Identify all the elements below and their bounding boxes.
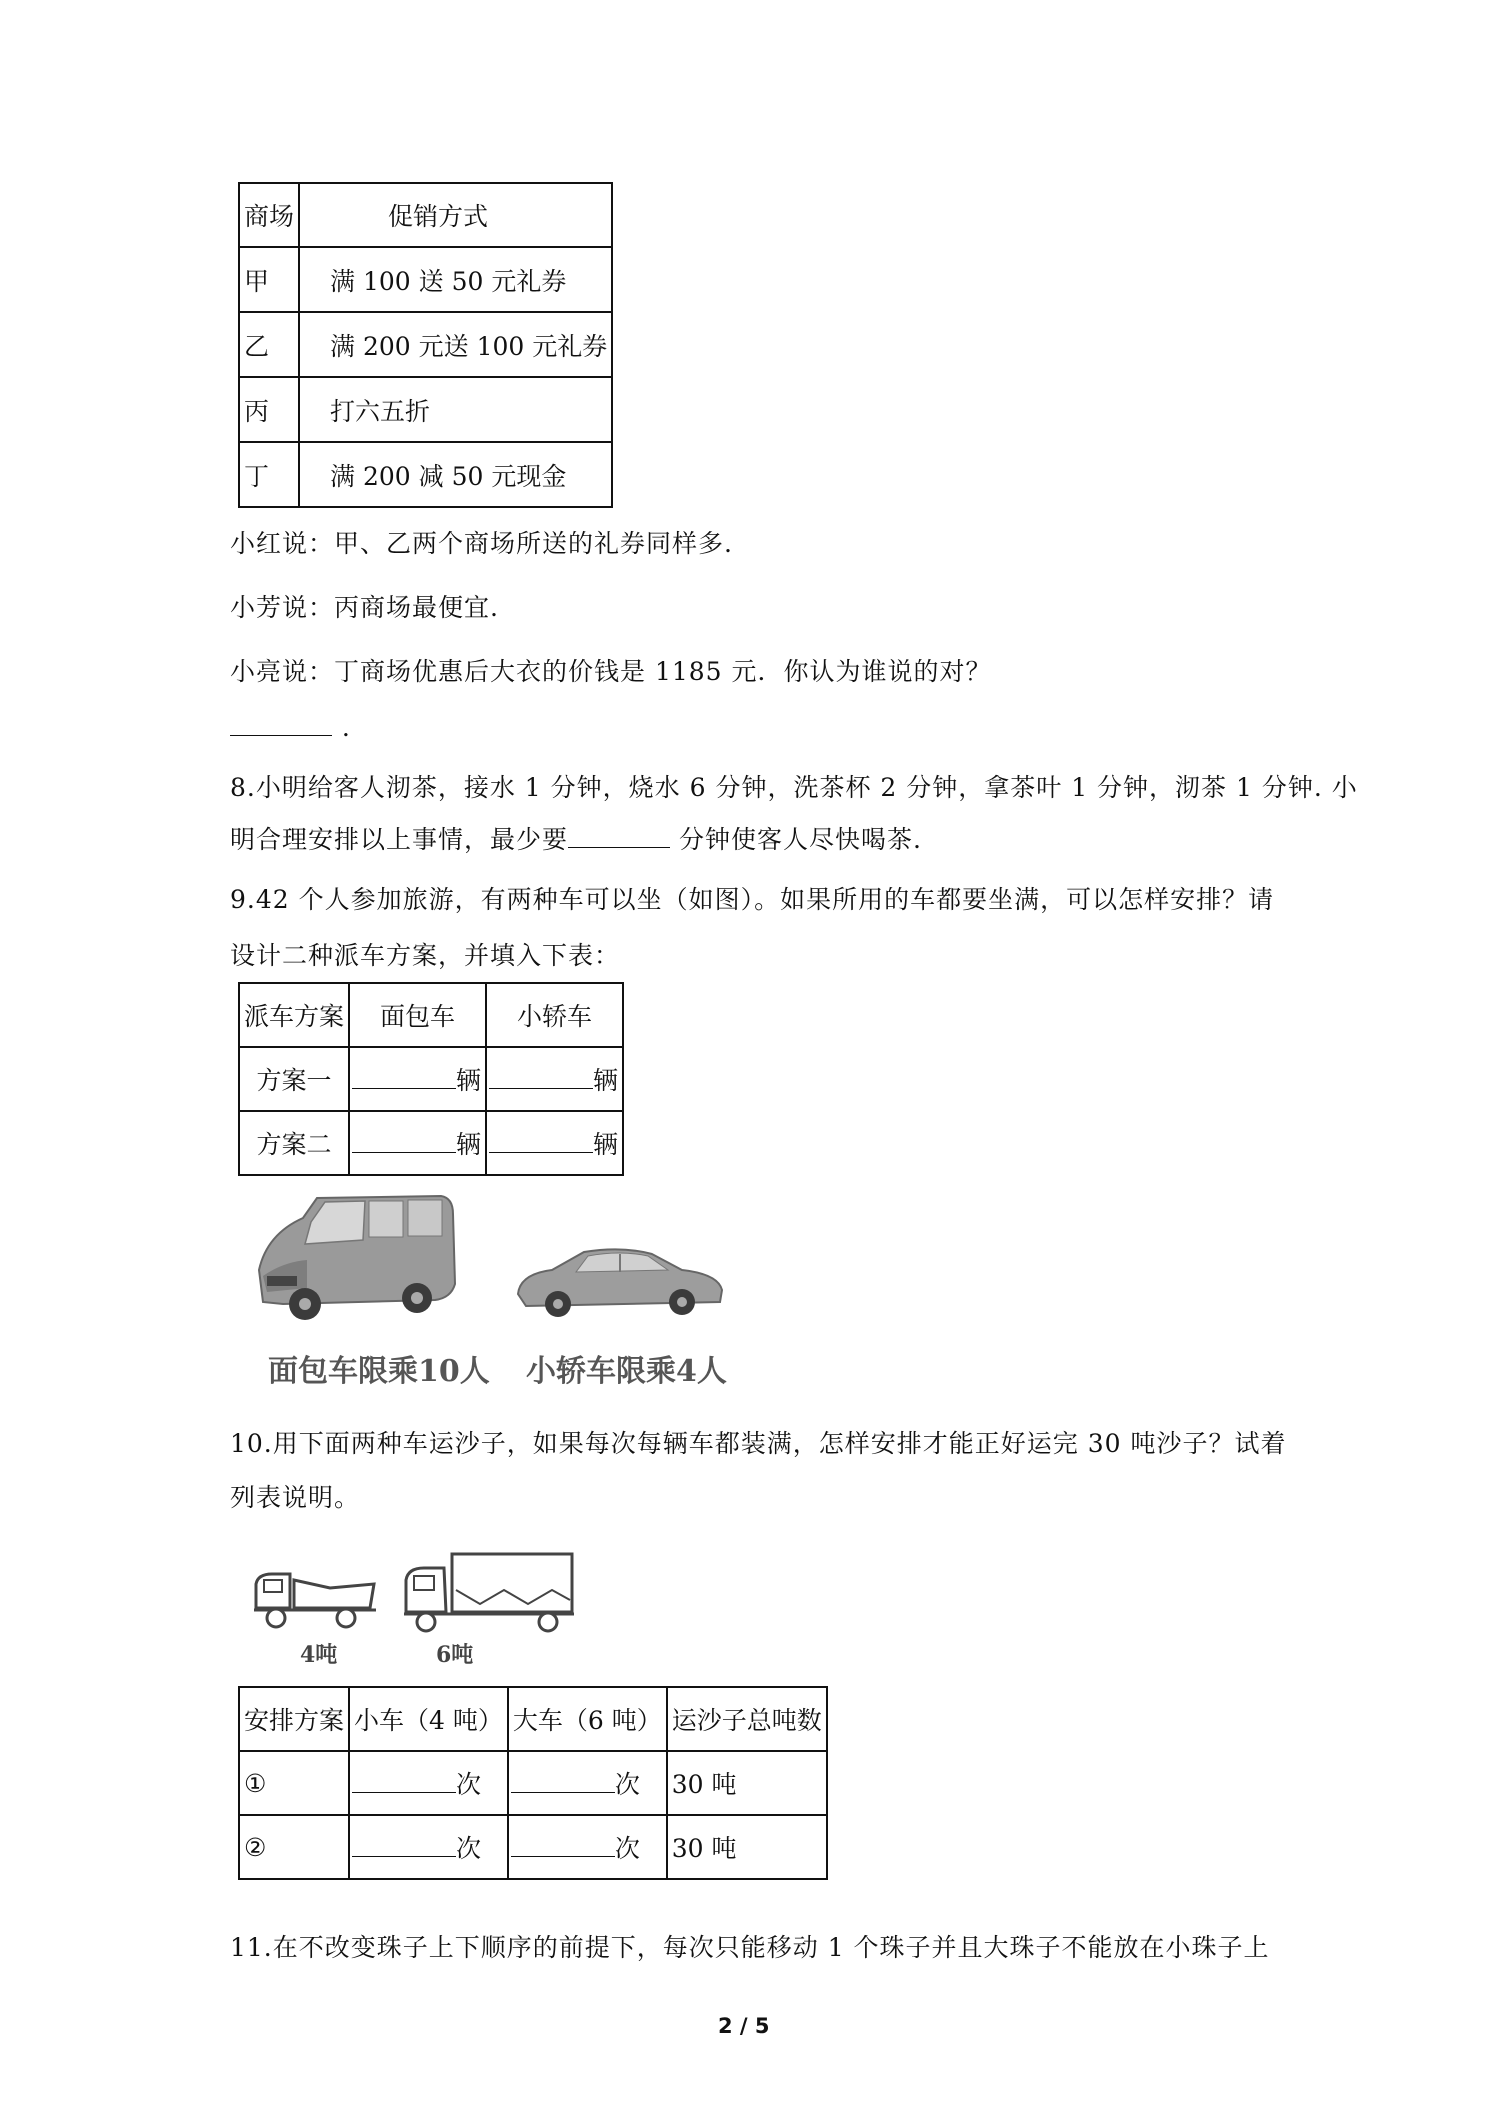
statement-xiaoliang: 小亮说：丁商场优惠后大衣的价钱是 1185 元．你认为谁说的对？ [230, 657, 992, 686]
question-11-line-1: 11.在不改变珠子上下顺序的前提下，每次只能移动 1 个珠子并且大珠子不能放在小珠子上 [230, 1933, 1270, 1962]
question-9-line-2: 设计二种派车方案，并填入下表： [230, 941, 621, 970]
table-header-plan: 派车方案 [239, 983, 349, 1047]
small-truck-trips-cell[interactable] [349, 1815, 508, 1879]
table-header-promotion: 促销方式 [299, 183, 612, 247]
unit-label: 次 [456, 1834, 482, 1863]
question-8-text-post: 分钟使客人尽快喝茶. [670, 825, 922, 854]
sand-transport-table [238, 1686, 828, 1880]
small-truck-caption: 4吨 [300, 1642, 338, 1668]
table-cell-mall: 丁 [239, 442, 299, 507]
unit-label: 辆 [456, 1130, 482, 1159]
unit-label: 辆 [456, 1066, 482, 1095]
table-header-total: 运沙子总吨数 [667, 1687, 827, 1751]
table-cell-promotion: 满 100 送 50 元礼券 [299, 247, 612, 312]
big-truck-trips-cell[interactable] [508, 1815, 667, 1879]
answer-blank-q8[interactable] [568, 821, 670, 848]
total-tons-cell: 30 吨 [667, 1815, 827, 1879]
question-10-line-1: 10.用下面两种车运沙子，如果每次每辆车都装满，怎样安排才能正好运完 30 吨沙子？试着 [230, 1429, 1287, 1458]
table-cell-mall: 丙 [239, 377, 299, 442]
table-cell-plan: ① [239, 1751, 349, 1815]
van-image [245, 1192, 460, 1327]
table-cell-plan: ② [239, 1815, 349, 1879]
car-plan-table [238, 982, 624, 1176]
answer-blank-q7[interactable] [230, 708, 368, 744]
unit-label: 次 [614, 1770, 640, 1799]
big-truck-caption: 6吨 [436, 1642, 474, 1668]
table-header-small-truck: 小车（4 吨） [349, 1687, 508, 1751]
table-header-plan: 安排方案 [239, 1687, 349, 1751]
statement-xiaohong: 小红说：甲、乙两个商场所送的礼券同样多. [230, 529, 733, 558]
promotion-table [238, 182, 613, 508]
table-header-big-truck: 大车（6 吨） [508, 1687, 667, 1751]
sedan-count-cell[interactable] [486, 1047, 623, 1111]
question-8-text-pre: 明合理安排以上事情，最少要 [230, 825, 569, 854]
table-header-sedan: 小轿车 [486, 983, 623, 1047]
question-8-line-1: 8.小明给客人沏茶，接水 1 分钟，烧水 6 分钟，洗茶杯 2 分钟，拿茶叶 1 分钟，沏茶 1 分钟. 小 [230, 773, 1358, 802]
dump-truck-icon [250, 1562, 380, 1634]
question-9-line-1: 9.42 个人参加旅游，有两种车可以坐（如图）。如果所用的车都要坐满，可以怎样安排？请 [230, 885, 1275, 914]
table-header-van: 面包车 [349, 983, 486, 1047]
big-truck-trips-cell[interactable] [508, 1751, 667, 1815]
page-number: 2 / 5 [718, 2014, 770, 2038]
van-count-cell[interactable] [349, 1111, 486, 1175]
van-count-cell[interactable] [349, 1047, 486, 1111]
table-cell-promotion: 满 200 元送 100 元礼券 [299, 312, 612, 377]
table-header-mall: 商场 [239, 183, 299, 247]
question-10-line-2: 列表说明。 [230, 1483, 361, 1512]
sedan-image [512, 1244, 727, 1324]
unit-label: 辆 [593, 1066, 619, 1095]
question-8-line-2 [230, 820, 922, 856]
table-cell-promotion: 满 200 减 50 元现金 [299, 442, 612, 507]
small-truck-trips-cell[interactable] [349, 1751, 508, 1815]
table-cell-plan: 方案一 [239, 1047, 349, 1111]
unit-label: 辆 [593, 1130, 619, 1159]
sedan-caption: 小轿车限乘4人 [526, 1354, 727, 1389]
table-cell-mall: 甲 [239, 247, 299, 312]
unit-label: 次 [456, 1770, 482, 1799]
table-cell-promotion: 打六五折 [299, 377, 612, 442]
table-cell-plan: 方案二 [239, 1111, 349, 1175]
table-cell-mall: 乙 [239, 312, 299, 377]
total-tons-cell: 30 吨 [667, 1751, 827, 1815]
box-truck-icon [400, 1546, 580, 1636]
answer-suffix: ． [342, 713, 369, 742]
unit-label: 次 [614, 1834, 640, 1863]
statement-xiaofang: 小芳说：丙商场最便宜. [230, 593, 499, 622]
sedan-count-cell[interactable] [486, 1111, 623, 1175]
van-caption: 面包车限乘10人 [268, 1354, 490, 1389]
